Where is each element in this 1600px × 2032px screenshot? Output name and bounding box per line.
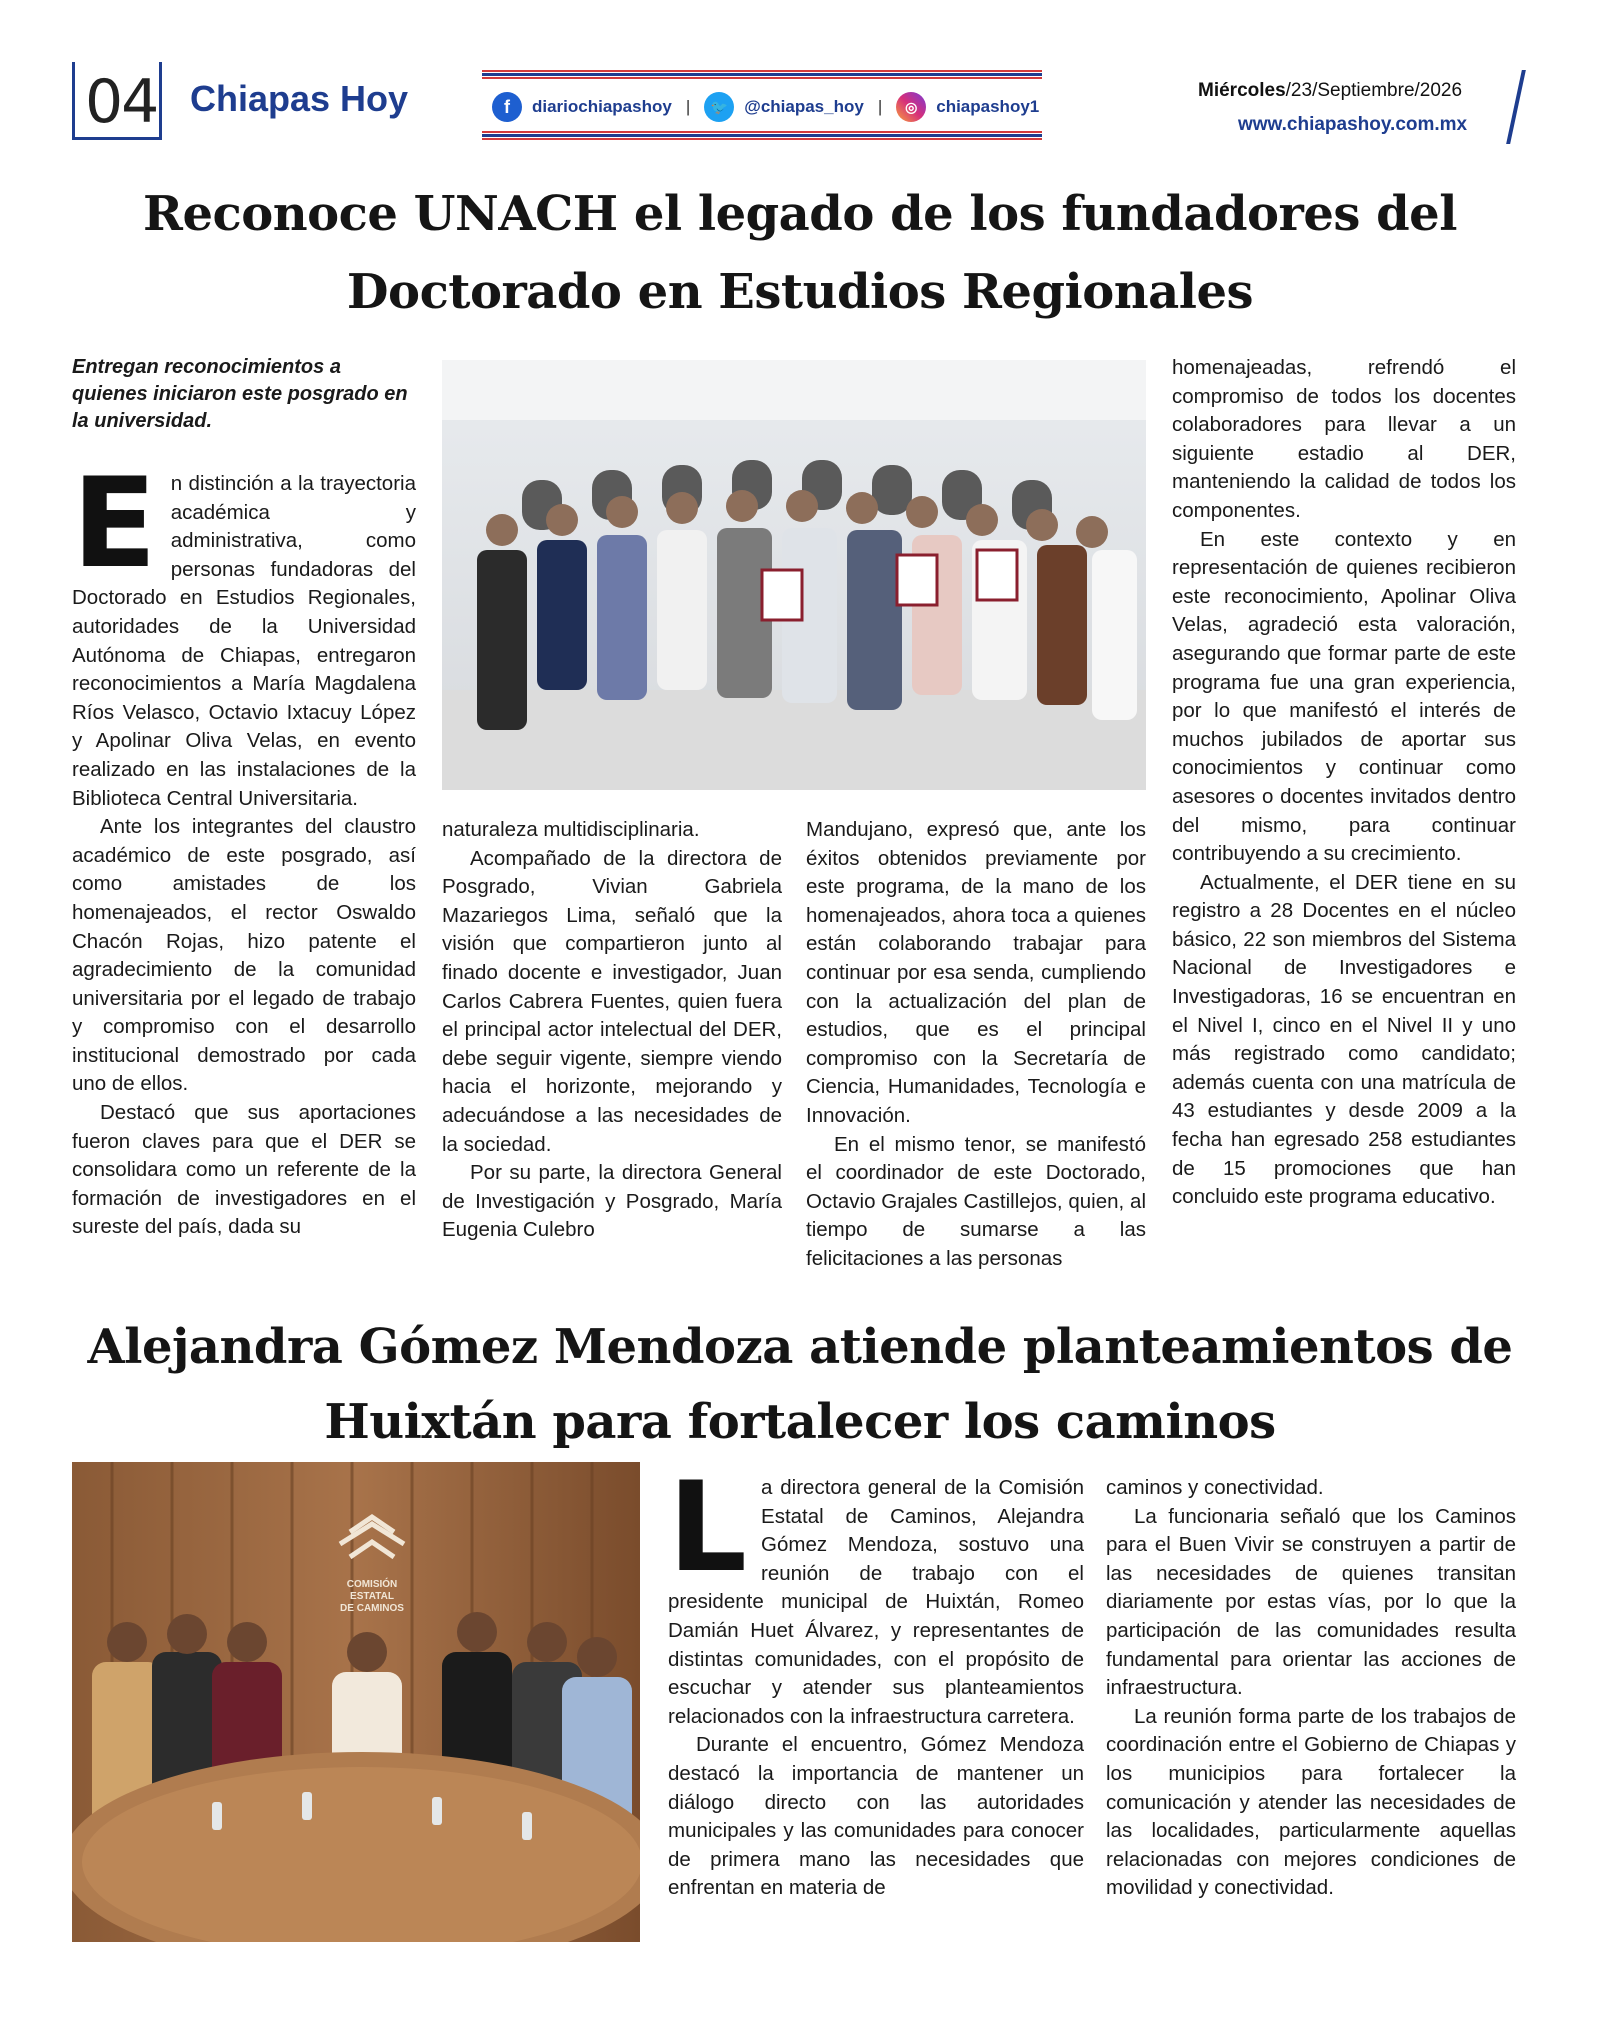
facebook-icon[interactable]: f bbox=[492, 92, 522, 122]
article2-text: a directora general de la Comisión Estatal de Caminos, Alejandra Gómez Mendoza, sostuvo una reunión de trabajo con el presidente municipal de Huixtán, Romeo Damián Huet Álvarez, y representantes de distintas comunidades, con el propósito de escuchar y atender sus planteamientos relacionados con la infraestructura carretera. bbox=[668, 1476, 1084, 1728]
article1-paragraph: Acompañado de la directora de Posgrado, Vivian Gabriela Mazariegos Lima, señaló que la visión que compartieron junto al finado docente e investigador, Juan Carlos Cabrera Fuentes, quien fuera el principal actor intelectual del DER, debe seguir vigente, siempre viendo hacia el horizonte, mejorando y adecuándose a las necesidades de la sociedad. bbox=[442, 846, 782, 1156]
article2-headline-line2: Huixtán para fortalecer los caminos bbox=[324, 1394, 1276, 1450]
issue-date-text: /23/Septiembre/2026 bbox=[1285, 80, 1463, 101]
article1-paragraph: Ante los integrantes del claustro académico de este posgrado, así como amistades de los homenajeados, el rector Oswaldo Chacón Rojas, hizo patente el agradecimiento de la comunidad universitaria por el legado de trabajo y compromiso con el desarrollo institucional demostrado por cada uno de ellos. bbox=[72, 815, 416, 1096]
article1-text: n distinción a la trayectoria académica y administrativa, como personas fundadoras del Doctorado en Estudios Regionales, autoridades de la Universidad Autónoma de Chiapas, entregaron reconocimientos a María Magdalena Ríos Velasco, Octavio Ixtacuy López y Apolinar Oliva Velas, en evento realizado en las instalaciones de la Biblioteca Central Universitaria. bbox=[72, 472, 416, 810]
article2-paragraph: La reunión forma parte de los trabajos de coordinación entre el Gobierno de Chiapas y los municipios para fortalecer la comunicación y atender las necesidades de las localidades, particularmente aquellas relacionadas con mejores condiciones de movilidad y conectividad. bbox=[1106, 1704, 1516, 1900]
article1-paragraph: En este contexto y en representación de quienes recibieron este reconocimiento, Apolinar Oliva Velas, agradeció esta valoración, asegurando que formar parte de este programa fue una gran experiencia, por lo que manifestó el interés de muchos jubilados de aportar sus conocimientos y continuar como asesores o docentes invitados dentro del mismo, para continuar contribuyendo a su crecimiento. bbox=[1172, 527, 1516, 866]
social-band bbox=[482, 70, 1042, 140]
article2-paragraph: caminos y conectividad. bbox=[1106, 1476, 1324, 1499]
instagram-handle[interactable]: chiapashoy1 bbox=[936, 97, 1040, 116]
article1-column-1 bbox=[72, 452, 416, 1242]
article1-paragraph: homenajeadas, refrendó el compromiso de todos los docentes colaboradores para llevar a un siguiente estadio al DER, manteniendo la calidad de todos los componentes. bbox=[1172, 356, 1516, 522]
issue-day: Miércoles bbox=[1198, 80, 1286, 101]
article1-paragraph: Mandujano, expresó que, ante los éxitos obtenidos previamente por este programa, de la mano de los homenajeados, ahora toca a quienes están colaborando trabajar para continuar por esa senda, cumpliendo con la actualización del plan de estudios, que es el principal compromiso con la Secretaría de Ciencia, Humanidades, Tecnología e Innovación. bbox=[806, 818, 1146, 1127]
article2-headline-line1: Alejandra Gómez Mendoza atiende planteamientos de bbox=[87, 1319, 1513, 1375]
facebook-handle[interactable]: diariochiapashoy bbox=[532, 97, 672, 116]
article1-dropcap: E bbox=[72, 452, 157, 596]
article1-photo bbox=[442, 360, 1146, 790]
page-number-box bbox=[72, 62, 162, 140]
article2-paragraph: La funcionaria señaló que los Caminos para el Buen Vivir se construyen a partir de las necesidades de quienes transitan diariamente por estas vías, por lo que la participación de las comunidades resulta fundamental para orientar las acciones de infraestructura. bbox=[1106, 1504, 1516, 1700]
page-number: 04 bbox=[85, 67, 158, 137]
social-row bbox=[492, 90, 1039, 124]
article1-paragraph: naturaleza multidisciplinaria. bbox=[442, 818, 700, 841]
twitter-icon[interactable]: 🐦 bbox=[704, 92, 734, 122]
corner-slash bbox=[1506, 70, 1526, 144]
separator: | bbox=[877, 97, 883, 116]
article1-headline-line1: Reconoce UNACH el legado de los fundadores del bbox=[143, 186, 1457, 242]
group-photo-illustration bbox=[442, 360, 1146, 790]
article1-kicker: Entregan reconocimientos a quienes iniciaron este posgrado en la universidad. bbox=[72, 356, 408, 432]
instagram-icon[interactable]: ◎ bbox=[896, 92, 926, 122]
article1-column-3 bbox=[806, 816, 1146, 1274]
article2-photo bbox=[72, 1462, 640, 1942]
sign-line-2: ESTATAL bbox=[350, 1591, 394, 1602]
article2-dropcap: L bbox=[668, 1456, 748, 1600]
article2-column-2 bbox=[1106, 1474, 1516, 1903]
article1-column-4 bbox=[1172, 354, 1516, 1212]
sign-line-1: COMISIÓN bbox=[346, 1579, 398, 1590]
site-url[interactable]: www.chiapashoy.com.mx bbox=[1238, 114, 1468, 135]
article1-paragraph: Actualmente, el DER tiene en su registro a 28 Docentes en el núcleo básico, 22 son miembros del Sistema Nacional de Investigadores e Investigadoras, 16 se encuentran en el Nivel I, cinco en el Nivel II y uno más registrado como candidato; además cuenta con una matrícula de 43 estudiantes y desde 2009 a la fecha han egresado 258 estudiantes de 15 promociones que han concluido este programa educativo. bbox=[1172, 870, 1516, 1209]
article1-paragraph bbox=[72, 452, 416, 813]
article2-paragraph: Durante el encuentro, Gómez Mendoza destacó la importancia de mantener un diálogo directo con las autoridades municipales y las comunidades para conocer de primera mano las necesidades que enfrentan en materia de bbox=[668, 1733, 1084, 1900]
twitter-handle[interactable]: @chiapas_hoy bbox=[744, 97, 864, 116]
stripe-bottom bbox=[482, 131, 1042, 140]
sign-line-3: DE CAMINOS bbox=[340, 1603, 404, 1614]
separator: | bbox=[685, 97, 691, 116]
brand-name: Chiapas Hoy bbox=[190, 78, 409, 119]
article2-headline bbox=[60, 1310, 1540, 1460]
article2-column-1 bbox=[668, 1456, 1084, 1903]
article1-headline-line2: Doctorado en Estudios Regionales bbox=[346, 264, 1254, 320]
issue-date bbox=[1198, 80, 1462, 102]
meeting-photo-illustration bbox=[72, 1462, 640, 1942]
article1-paragraph: Por su parte, la directora General de Investigación y Posgrado, María Eugenia Culebro bbox=[442, 1161, 782, 1242]
article2-paragraph bbox=[668, 1456, 1084, 1731]
article1-paragraph: Destacó que sus aportaciones fueron claves para que el DER se consolidara como un referente de la formación de investigadores en el sureste del país, dada su bbox=[72, 1101, 416, 1239]
article1-paragraph: En el mismo tenor, se manifestó el coordinador de este Doctorado, Octavio Grajales Castillejos, quien, al tiempo de sumarse a las felicitaciones a las personas bbox=[806, 1132, 1146, 1270]
article1-column-2 bbox=[442, 816, 782, 1245]
article1-headline bbox=[60, 175, 1540, 331]
stripe-top bbox=[482, 70, 1042, 79]
